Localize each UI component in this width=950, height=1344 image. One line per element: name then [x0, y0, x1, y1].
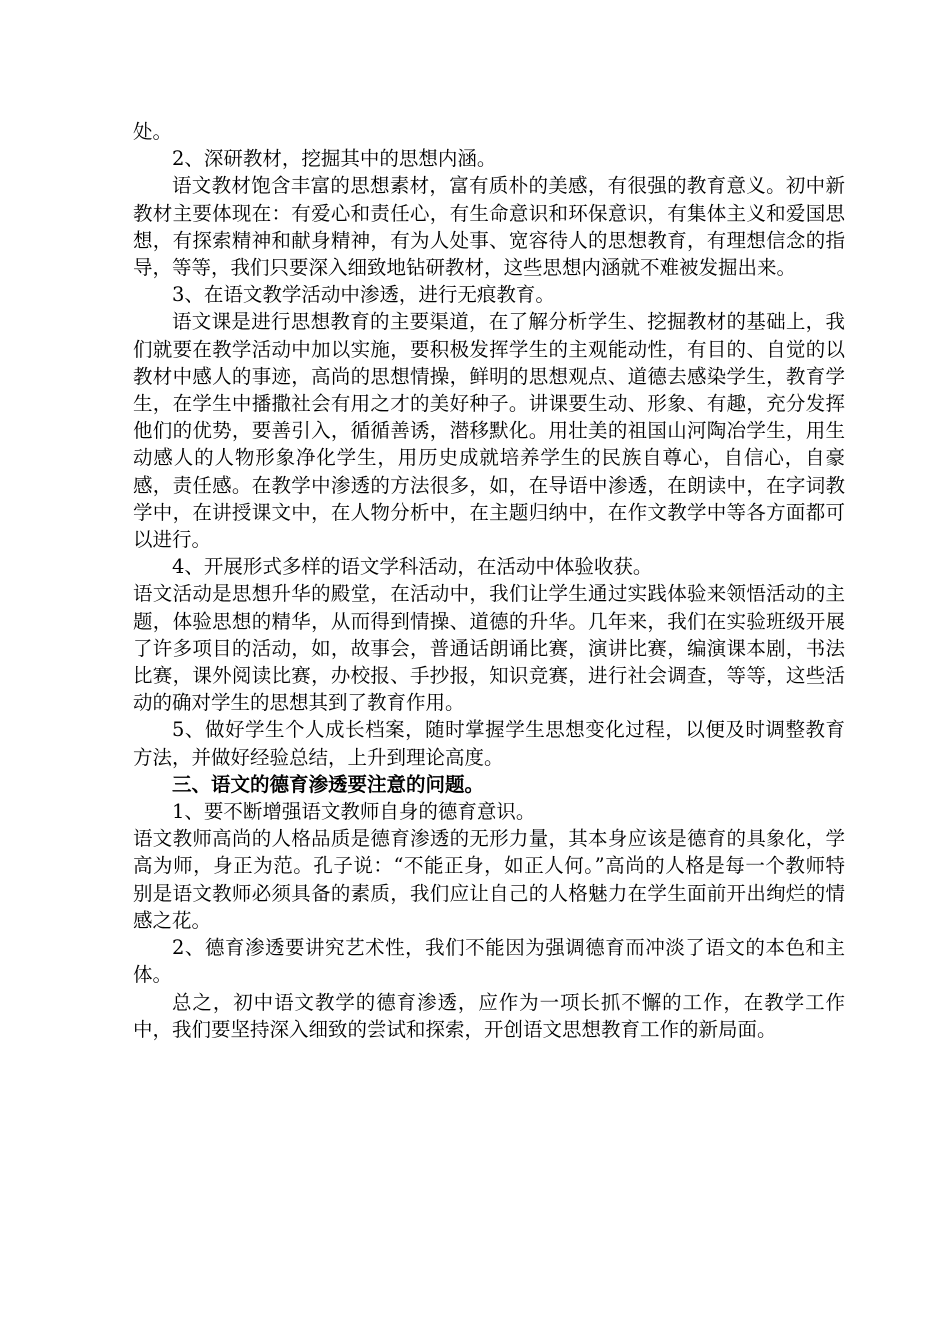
paragraph-continuation: 处。	[133, 120, 173, 143]
paragraph-sub-item-1-heading: 1、要不断增强语文教师自身的德育意识。	[172, 800, 536, 824]
paragraph-conclusion: 总之，初中语文教学的德育渗透，应作为一项长抓不懈的工作，在教学工作中，我们要坚持深入细致的尝试和探索，开创语文思想教育工作的新局面。	[133, 990, 845, 1041]
document-body	[133, 118, 845, 1043]
paragraph-textbook-content: 语文教材饱含丰富的思想素材，富有质朴的美感，有很强的教育意义。初中新教材主要体现在：有爱心和责任心，有生命意识和环保意识，有集体主义和爱国思想，有探索精神和献身精神，有为人处事、宽容待人的思想教育，有理想信念的指导，等等，我们只要深入细致地钻研教材，这些思想内涵就不难被发掘出来。	[133, 174, 845, 280]
paragraph-item-3-heading: 3、在语文教学活动中渗透，进行无痕教育。	[172, 283, 555, 307]
paragraph-sub-item-2: 2、德育渗透要讲究艺术性，我们不能因为强调德育而冲淡了语文的本色和主体。	[133, 936, 845, 987]
paragraph-teacher-character: 语文教师高尚的人格品质是德育渗透的无形力量，其本身应该是德育的具象化，学高为师，身正为范。孔子说：“不能正身，如正人何。”高尚的人格是每一个教师特别是语文教师必须具备的素质，我们应让自己的人格魅力在学生面前开出绚烂的情感之花。	[133, 827, 845, 932]
section-heading-three: 三、语文的德育渗透要注意的问题。	[172, 772, 485, 796]
paragraph-classroom-teaching: 语文课是进行思想教育的主要渠道，在了解分析学生、挖掘教材的基础上，我们就要在教学活动中加以实施，要积极发挥学生的主观能动性，有目的、自觉的以教材中感人的事迹，高尚的思想情操，鲜明的思想观点、道德去感染学生，教育学生，在学生中播撒社会有用之才的美好种子。讲课要生动、形象、有趣，充分发挥他们的优势，要善引入，循循善诱，潜移默化。用壮美的祖国山河陶冶学生，用生动感人的人物形象净化学生，用历史成就培养学生的民族自尊心，自信心，自豪感，责任感。在教学中渗透的方法很多，如，在导语中渗透，在朗读中，在字词教学中，在讲授课文中，在人物分析中，在主题归纳中，在作文教学中等各方面都可以进行。	[133, 310, 845, 552]
paragraph-activities: 语文活动是思想升华的殿堂，在活动中，我们让学生通过实践体验来领悟活动的主题，体验思想的精华，从而得到情操、道德的升华。几年来，我们在实验班级开展了许多项目的活动，如，故事会，普通话朗诵比赛，演讲比赛，编演课本剧，书法比赛，课外阅读比赛，办校报、手抄报，知识竞赛，进行社会调查，等等，这些活动的确对学生的思想其到了教育作用。	[133, 582, 845, 715]
paragraph-item-4-heading: 4、开展形式多样的语文学科活动，在活动中体验收获。	[172, 555, 653, 579]
paragraph-item-2-heading: 2、深研教材，挖掘其中的思想内涵。	[172, 147, 497, 171]
paragraph-item-5: 5、做好学生个人成长档案，随时掌握学生思想变化过程，以便及时调整教育方法，并做好经验总结，上升到理论高度。	[133, 718, 845, 769]
